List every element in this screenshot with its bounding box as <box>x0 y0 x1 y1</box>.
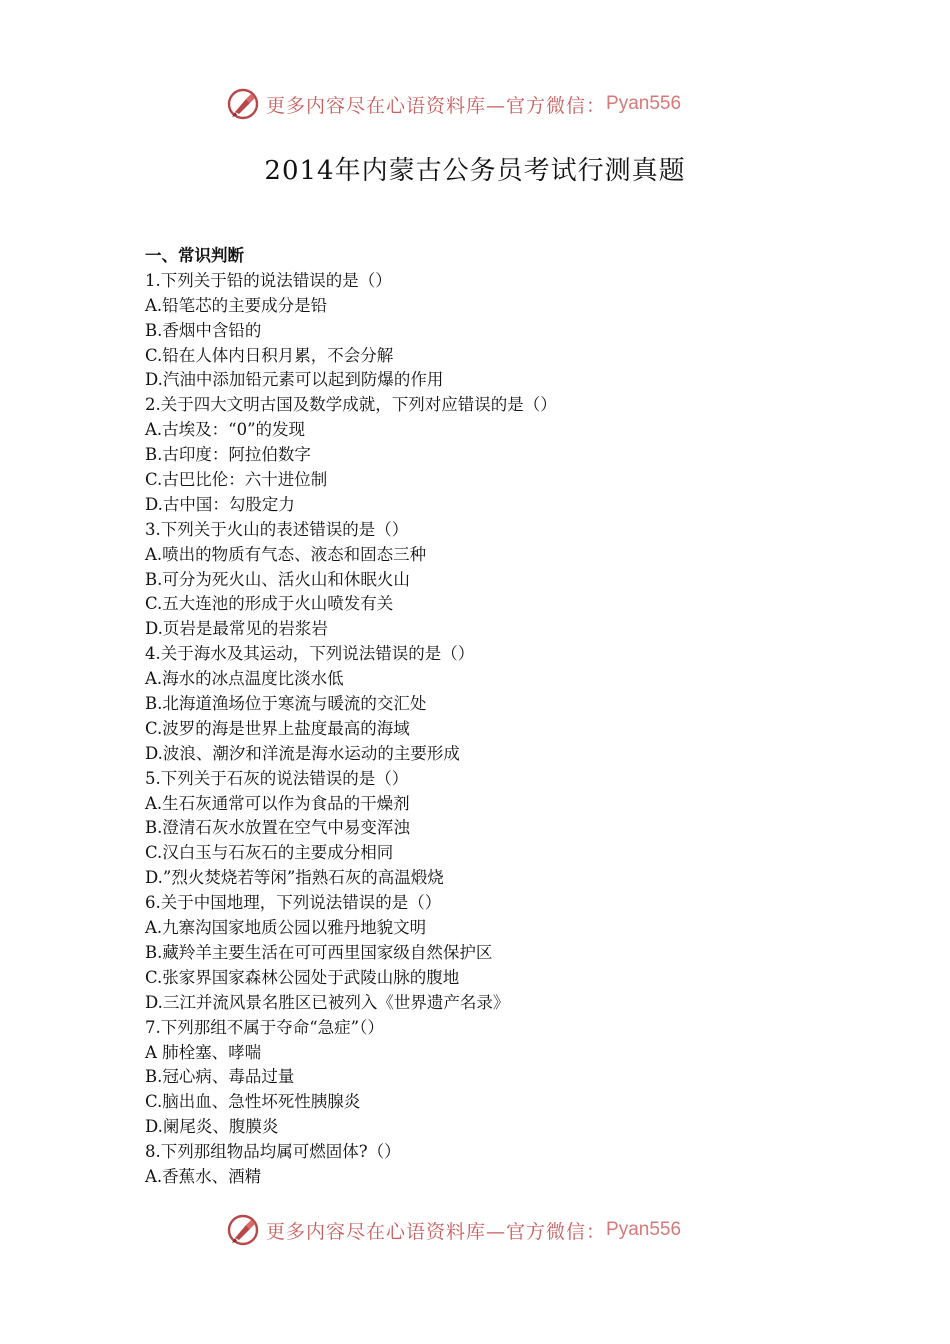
question-list <box>145 269 845 1190</box>
question-stem: 7.下列那组不属于夺命“急症”（） <box>145 1017 384 1037</box>
answer-option: C.张家界国家森林公园处于武陵山脉的腹地 <box>145 967 460 987</box>
question-stem: 6.关于中国地理，下列说法错误的是（） <box>145 893 442 913</box>
answer-option: A.铅笔芯的主要成分是铅 <box>145 295 328 315</box>
question-stem: 1.下列关于铅的说法错误的是（） <box>145 270 392 290</box>
answer-option: D.页岩是最常见的岩浆岩 <box>145 619 328 639</box>
question-stem: 5.下列关于石灰的说法错误的是（） <box>145 768 409 788</box>
answer-option: D.三江并流风景名胜区已被列入《世界遗产名录》 <box>145 992 510 1012</box>
answer-option: C.铅在人体内日积月累，不会分解 <box>145 345 394 365</box>
question-stem: 2.关于四大文明古国及数学成就，下列对应错误的是（） <box>145 395 557 415</box>
answer-option: D.汽油中添加铅元素可以起到防爆的作用 <box>145 370 444 390</box>
answer-option: A.古埃及：“0”的发现 <box>145 420 306 440</box>
banner-wechat-id: Pyan556 <box>606 93 682 114</box>
document-title: 2014年内蒙古公务员考试行测真题 <box>264 156 686 186</box>
answer-option: A.喷出的物质有气态、液态和固态三种 <box>145 544 427 564</box>
answer-option: D.波浪、潮汐和洋流是海水运动的主要形成 <box>145 743 460 763</box>
answer-option: A 肺栓塞、哮喘 <box>145 1042 262 1062</box>
banner-slogan: 更多内容尽在心语资料库—官方微信： <box>266 94 607 117</box>
banner-slogan: 更多内容尽在心语资料库—官方微信： <box>266 1220 607 1243</box>
answer-option: A.生石灰通常可以作为食品的干燥剂 <box>145 793 410 813</box>
banner-wechat-id: Pyan556 <box>606 1219 682 1240</box>
answer-option: B.香烟中含铅的 <box>145 320 262 340</box>
pen-nib-logo-icon <box>226 1213 260 1247</box>
answer-option: C.汉白玉与石灰石的主要成分相同 <box>145 843 394 863</box>
answer-option: B.古印度：阿拉伯数字 <box>145 445 311 465</box>
document-body <box>145 244 845 1190</box>
answer-option: C.脑出血、急性坏死性胰腺炎 <box>145 1092 361 1112</box>
question-stem: 8.下列那组物品均属可燃固体?（） <box>145 1142 401 1162</box>
answer-option: D.古中国：勾股定力 <box>145 494 295 514</box>
answer-option: C.波罗的海是世界上盐度最高的海域 <box>145 718 410 738</box>
answer-option: C.古巴比伦：六十进位制 <box>145 470 328 490</box>
footer-banner <box>226 1212 681 1248</box>
answer-option: B.可分为死火山、活火山和休眠火山 <box>145 569 410 589</box>
header-banner <box>226 86 681 122</box>
section-heading: 一、常识判断 <box>145 246 244 265</box>
answer-option: A.九寨沟国家地质公园以雅丹地貌文明 <box>145 918 427 938</box>
answer-option: B.澄清石灰水放置在空气中易变浑浊 <box>145 818 410 838</box>
answer-option: A.香蕉水、酒精 <box>145 1166 262 1186</box>
question-stem: 3.下列关于火山的表述错误的是（） <box>145 519 409 539</box>
answer-option: D.”烈火焚烧若等闲”指熟石灰的高温煅烧 <box>145 868 444 888</box>
answer-option: B.藏羚羊主要生活在可可西里国家级自然保护区 <box>145 942 493 962</box>
answer-option: D.阑尾炎、腹膜炎 <box>145 1117 279 1137</box>
answer-option: B.冠心病、毒品过量 <box>145 1067 295 1087</box>
question-stem: 4.关于海水及其运动，下列说法错误的是（） <box>145 644 475 664</box>
answer-option: C.五大连池的形成于火山喷发有关 <box>145 594 394 614</box>
pen-nib-logo-icon <box>226 87 260 121</box>
answer-option: B.北海道渔场位于寒流与暖流的交汇处 <box>145 694 427 714</box>
answer-option: A.海水的冰点温度比淡水低 <box>145 669 344 689</box>
